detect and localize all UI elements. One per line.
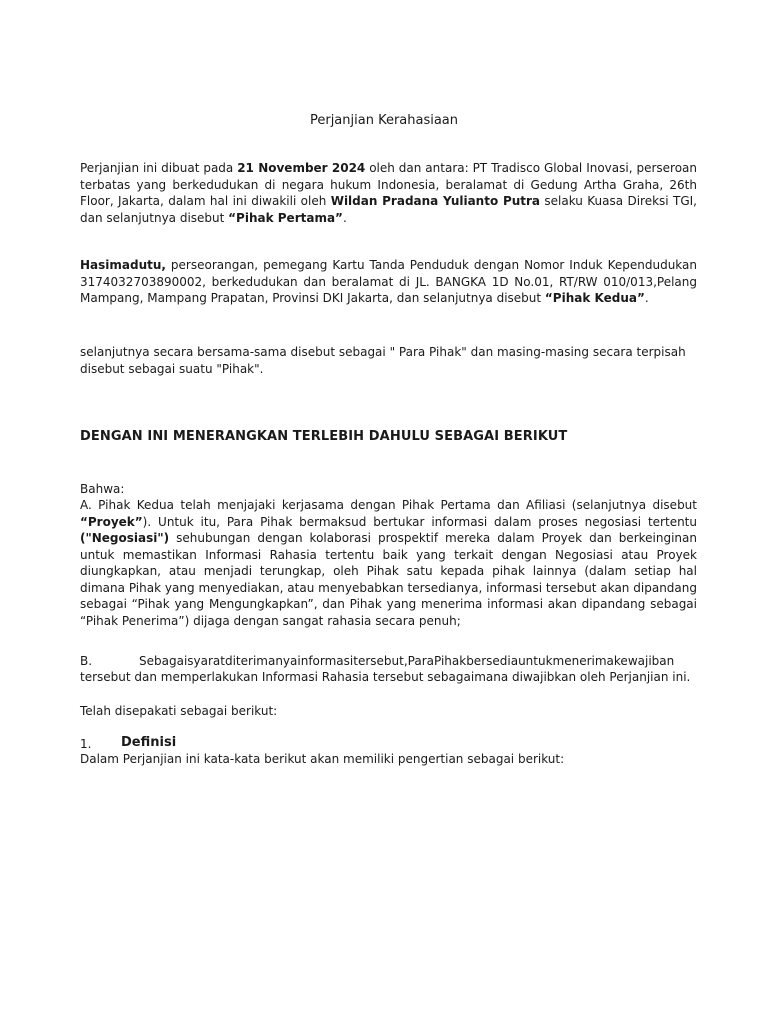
document-title: Perjanjian Kerahasiaan (309, 113, 459, 128)
agreed-text: Telah disepakati sebagai berikut: (80, 704, 278, 718)
section-1-body: Dalam Perjanjian ini kata-kata berikut akan memiliki pengertian sebagai berikut: (80, 752, 565, 766)
first-party-label: “Pihak Pertama” (228, 210, 343, 225)
negosiasi-term: ("Negosiasi") (80, 531, 170, 545)
agreement-date: 21 November 2024 (237, 161, 366, 175)
section-1-number: 1. (80, 737, 92, 751)
paragraph-first-party: Perjanjian ini dibuat pada 21 November 2024 oleh dan antara: PT Tradisco Global Inovasi, perseroan terbatas yang berkedudukan di negara hukum Indonesia, beralamat di Gedung Artha Graha, 26th Floor, Jakarta, dalam hal ini diwakili oleh Wildan Pradana Yulianto Putra selaku Kuasa Direksi TGI, dan selanjutnya disebut “Pihak Pertama”. (80, 161, 698, 225)
second-party-label: “Pihak Kedua” (544, 291, 645, 305)
section-heading: DENGAN INI MENERANGKAN TERLEBIH DAHULU SEBAGAI BERIKUT (80, 429, 568, 444)
second-party-name: Hasimadutu, (80, 258, 166, 272)
paragraph-b-line2: tersebut dan memperlakukan Informasi Rahasia tersebut sebagaimana diwajibkan oleh Perjanjian ini. (80, 670, 691, 684)
bahwa-label: Bahwa: (80, 482, 125, 496)
paragraph-b-label: B. (80, 654, 93, 668)
paragraph-parties: selanjutnya secara bersama-sama disebut sebagai " Para Pihak" dan masing-masing secara terpisah disebut sebagai suatu "Pihak". (80, 345, 686, 376)
paragraph-second-party: Hasimadutu, perseorangan, pemegang Kartu Tanda Penduduk dengan Nomor Induk Kependudukan 3174032703890002, berkedudukan dan beralamat di JL. BANGKA 1D No.01, RT/RW 010/013,Pelang Mampang, Mampang Prapatan, Provinsi DKI Jakarta, dan selanjutnya disebut “Pihak Kedua”. (80, 258, 697, 305)
paragraph-a: A. Pihak Kedua telah menjajaki kerjasama dengan Pihak Pertama dan Afiliasi (selanjutnya disebut “Proyek”). Untuk itu, Para Pihak bermaksud bertukar informasi dalam proses negosiasi tertentu ("Negosiasi") sehubungan dengan kolaborasi prospektif mereka dalam Proyek dan berkeinginan untuk memastikan Informasi Rahasia tertentu baik yang terkait dengan Negosiasi atau Proyek diungkapkan, atau menjadi terungkap, oleh Pihak satu kepada pihak lainnya (dalam setiap hal dimana Pihak yang menyediakan, atau menyebabkan tersedianya, informasi tersebut akan dipandang sebagai “Pihak yang Mengungkapkan”, dan Pihak yang menerima informasi akan dipandang sebagai “Pihak Penerima”) dijaga dengan sangat rahasia secara penuh; (80, 498, 697, 628)
section-1-title: Definisi (121, 735, 177, 750)
proyek-term: “Proyek” (80, 514, 143, 529)
paragraph-b-line1: Sebagaisyaratditerimanyainformasitersebut,ParaPihakbersediauntukmenerimakewajiban (139, 654, 675, 668)
representative-name: Wildan Pradana Yulianto Putra (330, 194, 541, 208)
